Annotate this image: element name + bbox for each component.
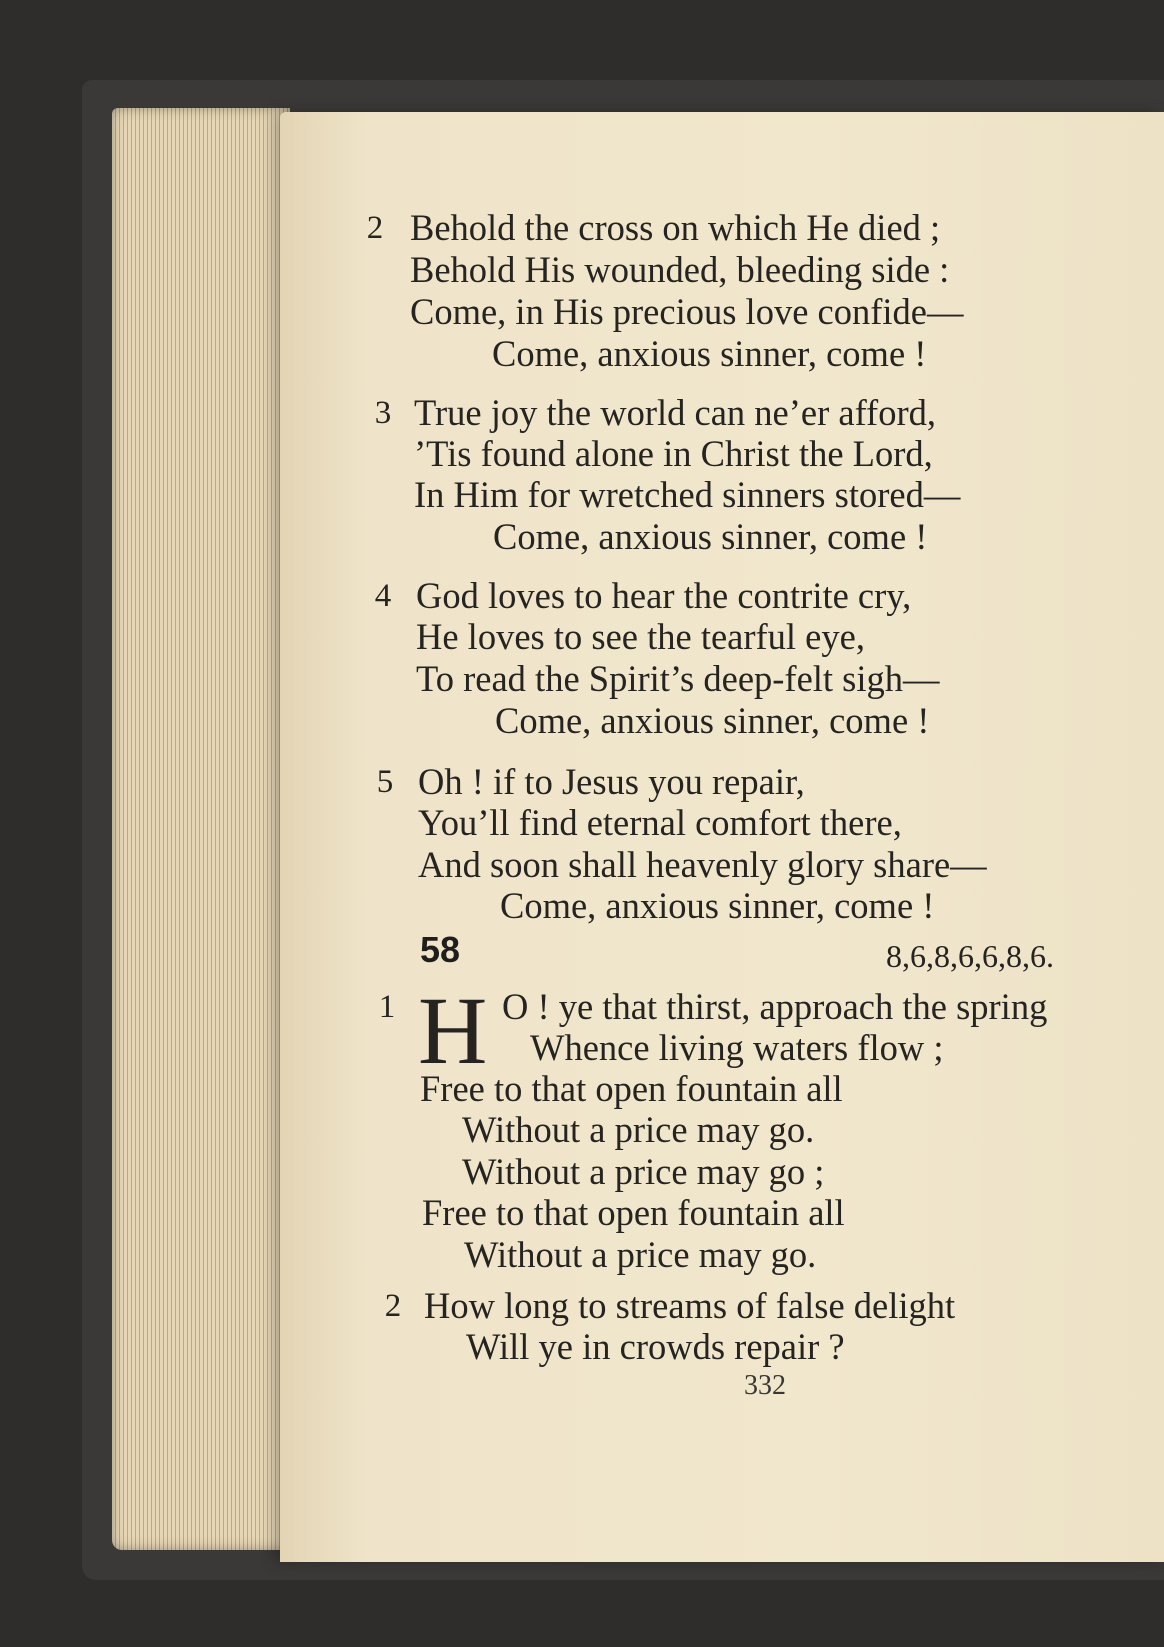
verse-line: How long to streams of false delight <box>424 1285 956 1326</box>
hymn-number: 58 <box>420 929 461 970</box>
verse-number: 1 <box>378 989 396 1025</box>
verse-line: And soon shall heavenly glory share— <box>418 844 987 885</box>
verse-line: In Him for wretched sinners stored— <box>414 474 961 515</box>
verse-line: He loves to see the tearful eye, <box>416 616 865 657</box>
hymn-meter: 8,6,8,6,6,8,6. <box>886 938 1054 974</box>
verse-line: Without a price may go. <box>464 1234 817 1275</box>
refrain-line: Come, anxious sinner, come ! <box>493 516 928 557</box>
refrain-line: Come, anxious sinner, come ! <box>492 333 927 374</box>
refrain-line: Come, anxious sinner, come ! <box>500 885 935 926</box>
verse-line: God loves to hear the contrite cry, <box>416 575 912 616</box>
page-edges <box>112 108 290 1550</box>
verse-line: Come, in His precious love confide— <box>410 291 964 332</box>
drop-cap: H <box>418 977 488 1084</box>
verse-number: 4 <box>374 578 392 614</box>
verse-number: 3 <box>374 395 392 431</box>
verse-number: 2 <box>384 1288 402 1324</box>
verse-line: You’ll find eternal comfort there, <box>418 802 902 843</box>
verse-line: Whence living waters flow ; <box>530 1027 944 1068</box>
page-number: 332 <box>744 1370 786 1401</box>
verse-line: Free to that open fountain all <box>420 1068 843 1109</box>
verse-line: Behold His wounded, bleeding side : <box>410 249 950 290</box>
verse-line: Without a price may go. <box>462 1109 815 1150</box>
verse-line: True joy the world can ne’er afford, <box>414 392 936 433</box>
verse-line: Will ye in crowds repair ? <box>466 1326 845 1367</box>
verse-line: ’Tis found alone in Christ the Lord, <box>414 433 933 474</box>
verse-line: To read the Spirit’s deep-felt sigh— <box>416 658 940 699</box>
verse-line: Without a price may go ; <box>462 1151 825 1192</box>
verse-line: O ! ye that thirst, approach the spring <box>502 986 1048 1027</box>
verse-number: 5 <box>376 764 394 800</box>
refrain-line: Come, anxious sinner, come ! <box>495 700 930 741</box>
verse-line: Behold the cross on which He died ; <box>410 207 941 248</box>
verse-line: Free to that open fountain all <box>422 1192 845 1233</box>
verse-line: Oh ! if to Jesus you repair, <box>418 761 805 802</box>
verse-number: 2 <box>366 210 384 246</box>
